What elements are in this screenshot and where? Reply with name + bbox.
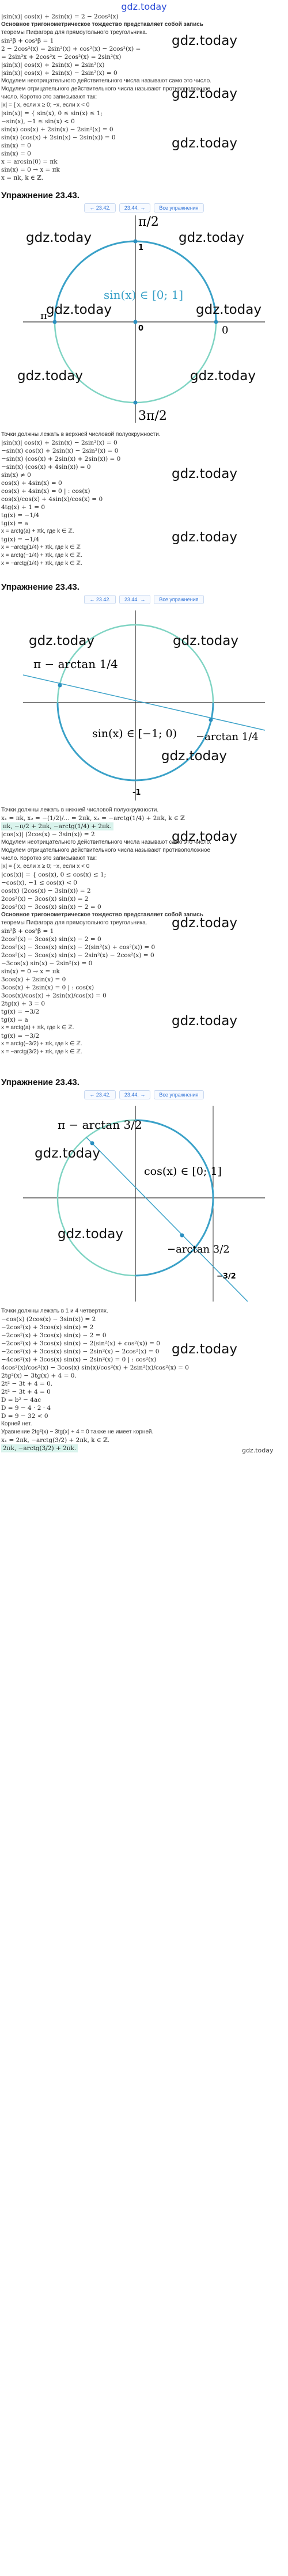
point-upper-left — [90, 1141, 94, 1145]
watermark-small: gdz.today — [242, 1447, 274, 1454]
formula-line: −sin(x) (cos(x) + 2sin(x) + 2sin(x)) = 0 — [1, 456, 121, 462]
label-tangent-value: −3/2 — [217, 1272, 236, 1281]
text-line: x = −arctg(1/4) + πk, где k ∈ ℤ. — [1, 560, 82, 567]
text-line: Точки должны лежать в верхней числовой полуокружности. — [1, 431, 161, 438]
answer-highlight: πk, −π/2 + 2πk, −arctg(1/4) + 2πk. — [1, 822, 113, 830]
formula-line: 2t² − 3t + 4 = 0 — [1, 1388, 51, 1395]
formula-line: cos(x) + 4sin(x) = 0 — [1, 480, 62, 487]
formula-line: D = 9 − 4 · 2 · 4 — [1, 1405, 51, 1412]
text-line: Модулем неотрицательного действительного числа называют само это число. — [1, 78, 211, 84]
watermark: gdz.today — [58, 1227, 123, 1242]
site-watermark[interactable]: gdz.today — [121, 1, 167, 12]
formula-line: −cos(x), −1 ≤ cos(x) < 0 — [1, 879, 77, 886]
formula-line: 4cos²(x)/cos²(x) − 3cos(x) sin(x)/cos²(x) + 2sin²(x)/cos²(x) = 0 — [1, 1364, 189, 1371]
text-line: Основное тригонометрическое тождество представляет собой запись — [1, 912, 203, 918]
formula-line: tg(x) = a — [1, 520, 28, 527]
exercise-title: Упражнение 23.43. — [1, 1078, 79, 1087]
formula-line: tg(x) = −1/4 — [1, 536, 40, 543]
label-pi-minus-arctan: π − arctan 3/2 — [58, 1118, 142, 1132]
text-line: теоремы Пифагора для прямоугольного треугольника. — [1, 920, 147, 926]
point-right — [214, 320, 218, 324]
watermark: gdz.today — [172, 829, 237, 844]
formula-line: 3cos(x)/cos(x) + 2sin(x)/cos(x) = 0 — [1, 992, 107, 999]
formula-line: |sin(x)| cos(x) + 2sin(x) − 2sin²(x) = 0 — [1, 70, 118, 77]
formula-line: |sin(x)| cos(x) + 2sin(x) = 2 − 2cos²(x) — [1, 13, 119, 20]
all-exercises-link[interactable]: Все упражнения — [154, 203, 203, 213]
formula-line: |sin(x)| cos(x) + 2sin(x) − 2sin²(x) = 0 — [1, 439, 118, 446]
solution-block-1 — [0, 13, 288, 182]
exercise-nav — [0, 202, 288, 214]
formula-line: 2cos²(x) − 3cos(x) sin(x) − 2(sin²(x) + cos²(x)) = 0 — [1, 944, 156, 951]
point-right — [209, 718, 213, 722]
watermark: gdz.today — [172, 530, 237, 545]
exercise-title: Упражнение 23.43. — [1, 191, 79, 200]
text-line: теоремы Пифагора для прямоугольного треугольника. — [1, 29, 147, 36]
label-minus-arctan: −arctan 1/4 — [196, 731, 259, 743]
label-minus-one: -1 — [132, 788, 141, 797]
label-pi: π — [40, 310, 47, 322]
watermark: gdz.today — [26, 230, 92, 245]
label-zero: 0 — [222, 324, 229, 336]
formula-line: sin(x) = 0 → x = πk — [1, 166, 60, 173]
exercise-header-3 — [0, 1077, 288, 1101]
watermark: gdz.today — [172, 1014, 237, 1029]
formula-line: |sin(x)| = { sin(x), 0 ≤ sin(x) ≤ 1; — [1, 110, 103, 117]
text-line: Модулем неотрицательного действительного числа называют само это число. — [1, 839, 211, 845]
text-line: Основное тригонометрическое тождество представляет собой запись — [1, 21, 203, 28]
point-lower-right — [180, 1234, 184, 1238]
text-line: x = −arctg(3/2) + πk, где k ∈ ℤ. — [1, 1049, 82, 1055]
formula-line: x = πk, k ∈ ℤ. — [1, 174, 44, 181]
formula-line: sin(x) = 0 → x = πk — [1, 968, 60, 975]
exercise-title: Упражнение 23.43. — [1, 582, 79, 592]
formula-line: 3cos(x) + 2sin(x) = 0 | : cos(x) — [1, 984, 94, 991]
watermark: gdz.today — [172, 1342, 237, 1357]
formula-line: 2t² − 3t + 4 = 0. — [1, 1380, 53, 1387]
answer-highlight: 2πk, −arctg(3/2) + 2πk. — [1, 1444, 78, 1452]
text-line: x = −arctg(1/4) + πk, где k ∈ ℤ — [1, 544, 81, 551]
formula-line: cos(x) (2cos(x) − 3sin(x)) = 2 — [1, 887, 91, 894]
all-exercises-link[interactable]: Все упражнения — [154, 1090, 203, 1099]
unit-circle-figure-1 — [23, 215, 265, 423]
formula-line: sin(x) (cos(x) + 2sin(x) − 2sin(x)) = 0 — [1, 134, 116, 141]
formula-line: D = 9 − 32 < 0 — [1, 1413, 48, 1420]
origin-point — [134, 320, 138, 324]
solution-block-2 — [0, 431, 288, 568]
formula-line: sin(x) = 0 — [1, 150, 31, 157]
watermark: gdz.today — [46, 302, 112, 317]
formula-line: cos(x)/cos(x) + 4sin(x)/cos(x) = 0 — [1, 496, 103, 503]
interval-label: sin(x) ∈ [−1; 0) — [92, 727, 177, 740]
formula-line: x = arcsin(0) = πk — [1, 158, 58, 165]
formula-line: −2cos²(x) + 3cos(x) sin(x) − 2(sin²(x) + cos²(x)) = 0 — [1, 1340, 160, 1347]
text-line: Модулем отрицательного действительного числа называют противоположное — [1, 847, 211, 853]
watermark: gdz.today — [179, 230, 244, 245]
prev-exercise-link[interactable]: ← 23.42. — [84, 1090, 116, 1099]
formula-line: cos(x) + 4sin(x) = 0 | : cos(x) — [1, 488, 90, 495]
watermark: gdz.today — [190, 369, 256, 384]
watermark: gdz.today — [35, 1146, 100, 1161]
interval-label: cos(x) ∈ [0; 1] — [144, 1165, 222, 1178]
formula-line: −2cos²(x) + 3cos(x) sin(x) − 2sin²(x) − 2cos²(x) = 0 — [1, 1348, 160, 1355]
formula-line: −2cos²(x) + 3cos(x) sin(x) − 2 = 0 — [1, 1332, 107, 1339]
text-line: Корней нет. — [1, 1421, 32, 1427]
exercise-header-1 — [0, 190, 288, 214]
text-line: x = arctg(−3/2) + πk, где k ∈ ℤ. — [1, 1041, 82, 1047]
text-line: Точки должны лежать в 1 и 4 четвертях. — [1, 1308, 108, 1314]
point-bottom — [134, 401, 138, 405]
formula-line: |cos(x)| (2cos(x) − 3sin(x)) = 2 — [1, 831, 95, 838]
formula-line: −cos(x) (2cos(x) − 3sin(x)) = 2 — [1, 1316, 96, 1323]
next-exercise-link[interactable]: 23.44. → — [119, 595, 151, 604]
prev-exercise-link[interactable]: ← 23.42. — [84, 203, 116, 213]
formula-line: −2cos²(x) + 3cos(x) sin(x) = 2 — [1, 1324, 94, 1331]
formula-line: −sin(x) (cos(x) + 4sin(x)) = 0 — [1, 464, 91, 471]
watermark: gdz.today — [196, 302, 262, 317]
point-left — [53, 320, 57, 324]
formula-line: tg(x) = −3/2 — [1, 1033, 40, 1039]
formula-line: 2cos²(x) − 3cos(x) sin(x) = 2 — [1, 896, 89, 902]
text-line: x = arctg(a) + πk, где k ∈ ℤ. — [1, 528, 74, 534]
interval-label: sin(x) ∈ [0; 1] — [104, 288, 184, 302]
watermark: gdz.today — [172, 466, 237, 481]
formula-line: D = b² − 4ac — [1, 1397, 41, 1403]
formula-line: |sin(x)| cos(x) + 2sin(x) = 2sin²(x) — [1, 62, 105, 69]
label-origin: 0 — [138, 324, 144, 333]
text-line: |x| = { x, если x ≥ 0; −x, если x < 0 — [1, 102, 90, 108]
text-line: Уравнение 2tg²(x) − 3tg(x) + 4 = 0 также не имеет корней. — [1, 1429, 154, 1435]
exercise-nav — [0, 593, 288, 606]
watermark: gdz.today — [172, 33, 237, 48]
formula-line: x₁ = πk, x₂ = −(1/2)/... = 2πk, x₃ = −arctg(1/4) + 2πk, k ∈ ℤ — [1, 815, 185, 822]
formula-line: sin²β + cos²β = 1 — [1, 37, 54, 44]
formula-line: 4tg(x) + 1 = 0 — [1, 504, 46, 511]
formula-line: 2tg(x) + 3 = 0 — [1, 1000, 46, 1007]
formula-line: −sin(x), −1 ≤ sin(x) < 0 — [1, 118, 75, 125]
formula-line: 2tg²(x) − 3tg(x) + 4 = 0. — [1, 1372, 77, 1379]
exercise-nav — [0, 1088, 288, 1101]
point-left — [58, 684, 62, 688]
label-minus-arctan: −arctan 3/2 — [167, 1243, 230, 1255]
watermark: gdz.today — [29, 633, 94, 648]
text-line: Точки должны лежать в нижней числовой полуокружности. — [1, 807, 159, 813]
label-3pi-half: 3π/2 — [138, 409, 167, 423]
formula-line: −3cos(x) sin(x) − 2sin²(x) = 0 — [1, 960, 93, 967]
formula-line: tg(x) = −1/4 — [1, 512, 40, 519]
watermark: gdz.today — [172, 916, 237, 931]
watermark: gdz.today — [172, 86, 237, 101]
watermark: gdz.today — [17, 369, 83, 384]
text-line: число. Коротко это записывают так: — [1, 855, 97, 862]
prev-exercise-link[interactable]: ← 23.42. — [84, 595, 116, 604]
text-line: Модулем отрицательного действительного числа называют противоположное — [1, 86, 211, 92]
watermark: gdz.today — [173, 633, 238, 648]
label-pi-half: π/2 — [138, 215, 159, 229]
unit-circle-figure-3 — [23, 1106, 265, 1302]
formula-line: x₁ = 2πk, −arctg(3/2) + 2πk, k ∈ ℤ. — [1, 1437, 110, 1444]
formula-line: sin²β + cos²β = 1 — [1, 928, 54, 935]
formula-line: 2 − 2cos²(x) = 2sin²(x) + cos²(x) − 2cos²(x) = — [1, 45, 141, 52]
formula-line: −sin(x) cos(x) + 2sin(x) − 2sin²(x) = 0 — [1, 447, 119, 454]
solution-block-4 — [0, 1307, 288, 1452]
next-exercise-link[interactable]: 23.44. → — [119, 203, 151, 213]
formula-line: sin(x) = 0 — [1, 142, 31, 149]
formula-line: tg(x) = a — [1, 1016, 28, 1023]
formula-line: 3cos(x) + 2sin(x) = 0 — [1, 976, 66, 983]
formula-line: sin(x) cos(x) + 2sin(x) − 2sin²(x) = 0 — [1, 126, 113, 133]
formula-line: = 2sin²x + 2cos²x − 2cos²(x) = 2sin²(x) — [1, 54, 122, 60]
text-line: |x| = { x, если x ≥ 0; −x, если x < 0 — [1, 863, 90, 870]
solution-block-3 — [0, 806, 288, 1056]
formula-line: tg(x) = −3/2 — [1, 1008, 40, 1015]
formula-line: |cos(x)| = { cos(x), 0 ≤ cos(x) ≤ 1; — [1, 871, 107, 878]
text-line: x = arctg(a) + πk, где k ∈ ℤ. — [1, 1025, 74, 1031]
formula-line: 2cos²(x) − 3cos(x) sin(x) − 2 = 0 — [1, 904, 101, 910]
all-exercises-link[interactable]: Все упражнения — [154, 595, 203, 604]
formula-line: 2cos²(x) − 3cos(x) sin(x) − 2sin²(x) − 2cos²(x) = 0 — [1, 952, 154, 959]
text-line: x = arctg(−1/4) + πk, где k ∈ ℤ. — [1, 552, 82, 559]
next-exercise-link[interactable]: 23.44. → — [119, 1090, 151, 1099]
label-pi-minus-arctan: π − arctan 1/4 — [33, 657, 118, 671]
watermark: gdz.today — [172, 136, 237, 151]
formula-line: −4cos²(x) + 3cos(x) sin(x) − 2sin²(x) = 0 | : cos²(x) — [1, 1356, 157, 1363]
exercise-header-2 — [0, 582, 288, 606]
formula-line: sin(x) ≠ 0 — [1, 472, 31, 479]
watermark: gdz.today — [161, 749, 227, 764]
point-top — [134, 240, 138, 244]
text-line: число. Коротко это записывают так: — [1, 94, 97, 100]
label-one: 1 — [138, 244, 144, 252]
formula-line: 2cos²(x) − 3cos(x) sin(x) − 2 = 0 — [1, 936, 101, 943]
formula-line — [0, 822, 288, 830]
